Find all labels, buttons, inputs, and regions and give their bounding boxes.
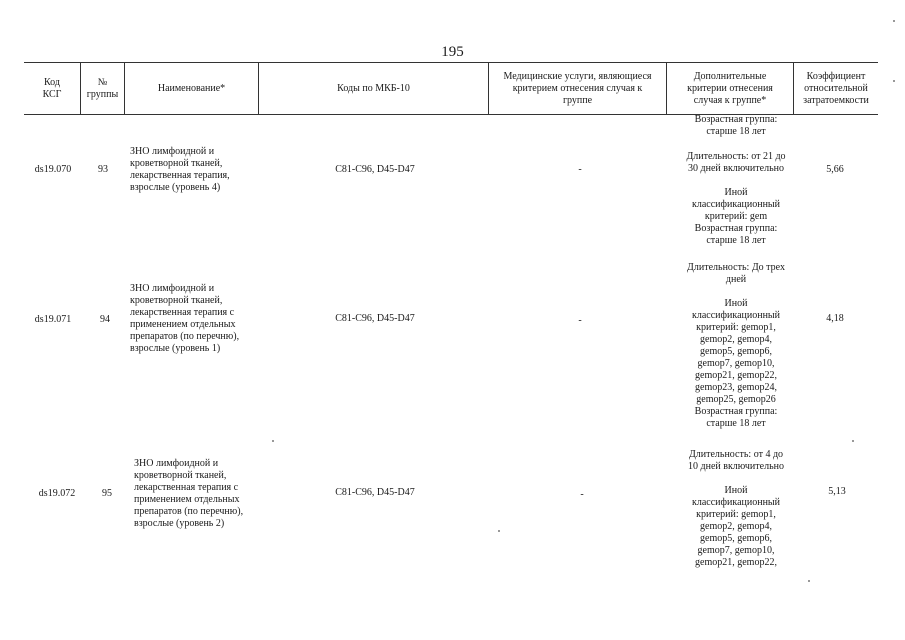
criteria-line: gemop25, gemop26 (696, 394, 776, 405)
criteria-line: Длительность: от 21 до (686, 151, 786, 162)
row-group: 93 (98, 164, 108, 175)
criteria-line: Иной (724, 485, 748, 496)
criteria-line: критерий: gemop1, (696, 509, 776, 520)
criteria-line: Иной (724, 298, 748, 309)
criteria-line: 30 дней включительно (688, 163, 784, 174)
row-criteria (668, 449, 804, 569)
header-mkb: Коды по МКБ-10 (337, 82, 410, 94)
criteria-line: gemop2, gemop4, (700, 334, 772, 345)
criteria-line: классификационный (692, 199, 780, 210)
header-criteria: Дополнительные критерии отнесения случая к группе* (687, 70, 773, 106)
criteria-line: классификационный (692, 497, 780, 508)
criteria-line: Длительность: от 4 до (688, 449, 784, 460)
row-mkb: C81-C96, D45-D47 (335, 164, 415, 175)
scan-speck (893, 80, 895, 82)
row-code: ds19.072 (38, 488, 76, 499)
row-group: 94 (100, 314, 110, 325)
criteria-line: старше 18 лет (706, 235, 766, 246)
page-number: 195 (441, 44, 464, 60)
row-code: ds19.071 (34, 314, 72, 325)
criteria-line: Возрастная группа: (694, 406, 778, 417)
row-coef: 5,66 (826, 164, 844, 175)
row-code: ds19.070 (34, 164, 72, 175)
row-name: ЗНО лимфоидной и кроветворной тканей, лекарственная терапия, взрослые (уровень 4) (130, 146, 230, 193)
row-name: ЗНО лимфоидной и кроветворной тканей, лекарственная терапия с применением отдельных препаратов (по перечню), взрослые (уровень 2) (134, 458, 244, 529)
row-services: - (580, 489, 584, 500)
criteria-line: Длительность: До трех (687, 262, 785, 273)
header-services: Медицинские услуги, являющиеся критерием отнесения случая к группе (503, 70, 652, 106)
criteria-line: классификационный (692, 310, 780, 321)
criteria-line: gemop5, gemop6, (700, 533, 772, 544)
criteria-line: gemop2, gemop4, (700, 521, 772, 532)
row-name: ЗНО лимфоидной и кроветворной тканей, лекарственная терапия с применением отдельных препаратов (по перечню), взрослые (уровень 1) (130, 283, 240, 354)
row-group: 95 (102, 488, 112, 499)
row-services: - (578, 164, 582, 175)
criteria-line: gemop23, gemop24, (695, 382, 777, 393)
criteria-line: дней (725, 274, 747, 285)
row-services: - (578, 315, 582, 326)
criteria-line: Возрастная группа: (694, 223, 778, 234)
criteria-line: Иной (724, 187, 748, 198)
criteria-line: старше 18 лет (706, 126, 766, 137)
header-name: Наименование* (157, 82, 226, 94)
row-mkb: C81-C96, D45-D47 (335, 487, 415, 498)
criteria-line: старше 18 лет (706, 418, 766, 429)
row-criteria (668, 151, 804, 247)
criteria-line: gemop5, gemop6, (700, 346, 772, 357)
criteria-line: gemop21, gemop22, (695, 557, 777, 568)
row-coef: 4,18 (826, 313, 844, 324)
scan-speck (272, 440, 274, 442)
row-coef: 5,13 (828, 486, 846, 497)
header-code: Код КСГ (42, 76, 62, 100)
criteria-line: gemop7, gemop10, (697, 545, 775, 556)
criteria-line: критерий: gemop1, (696, 322, 776, 333)
scan-speck (808, 580, 810, 582)
carryover-criteria (668, 114, 804, 138)
criteria-line: Возрастная группа: (694, 114, 778, 125)
scan-speck (498, 530, 500, 532)
header-group: № группы (86, 76, 119, 100)
criteria-line: 10 дней включительно (688, 461, 784, 472)
row-mkb: C81-C96, D45-D47 (335, 313, 415, 324)
header-coef: Коэффициент относительной затратоемкости (803, 70, 869, 106)
row-criteria (668, 262, 804, 430)
scan-speck (893, 20, 895, 22)
criteria-line: gemop7, gemop10, (697, 358, 775, 369)
criteria-line: gemop21, gemop22, (695, 370, 777, 381)
criteria-line: критерий: gem (704, 211, 768, 222)
scan-speck (852, 440, 854, 442)
